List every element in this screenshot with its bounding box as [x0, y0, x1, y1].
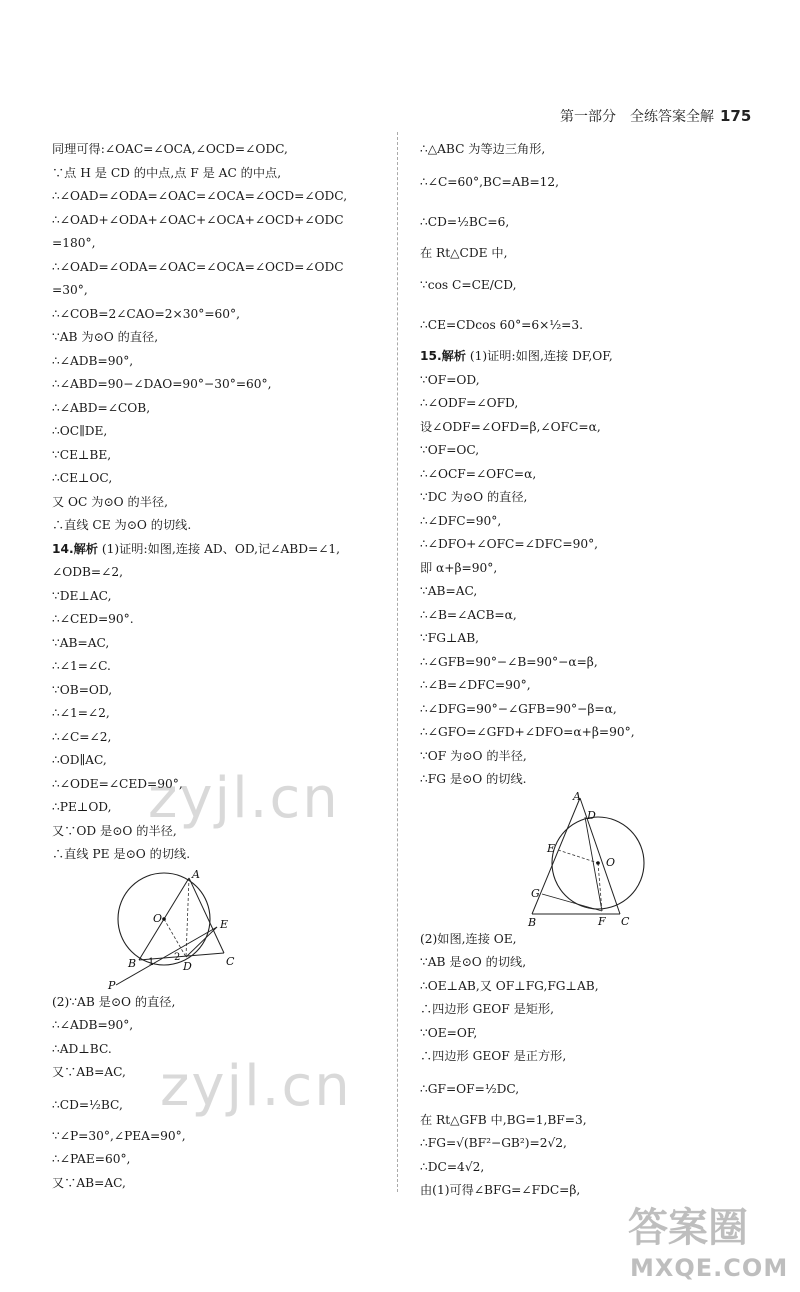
label-a: A	[192, 867, 200, 881]
label-d: D	[587, 808, 596, 822]
text-line: =30°,	[52, 283, 88, 297]
text-line: (2)如图,连接 OE,	[420, 931, 517, 946]
label-o: O	[606, 855, 616, 869]
text-line: ∴∠ADB=90°,	[52, 353, 134, 368]
text-line: ∴∠DFO+∠OFC=∠DFC=90°,	[420, 537, 599, 551]
text-line: ∴OD∥AC,	[52, 753, 107, 767]
right-solution-15-part1	[420, 369, 750, 792]
text-line: ∴∠OCF=∠OFC=α,	[420, 466, 537, 481]
text-line: ∴∠CED=90°.	[52, 612, 134, 626]
text-line: ∴OC∥DE,	[52, 424, 108, 438]
left-solution-13-end	[52, 138, 387, 538]
text-line: ∠ODB=∠2,	[52, 565, 123, 579]
text-line: 同理可得:∠OAC=∠OCA,∠OCD=∠ODC,	[52, 142, 288, 156]
text-line: ∴∠C=60°,BC=AB=12,	[420, 174, 560, 189]
text-line: 在 Rt△CDE 中,	[420, 245, 508, 260]
text-line: ∵cos C=CE/CD,	[420, 278, 517, 292]
text-line: ∴∠PAE=60°,	[52, 1152, 131, 1166]
text-line: ∴FG=√(BF²−GB²)=2√2,	[420, 1136, 567, 1150]
question-15-label: 15.解析	[420, 349, 466, 363]
figure-14-diagram	[52, 867, 252, 991]
label-d: D	[183, 959, 192, 973]
text-line: ∵点 H 是 CD 的中点,点 F 是 AC 的中点,	[52, 165, 282, 180]
figure-15	[420, 792, 750, 928]
text-line: (2)∵AB 是⊙O 的直径,	[52, 994, 176, 1009]
line-pe	[116, 927, 217, 985]
label-2: 2	[174, 951, 181, 963]
text-line: ∴∠COB=2∠CAO=2×30°=60°,	[52, 306, 241, 321]
page-header	[560, 106, 751, 126]
question-15-intro: (1)证明:如图,连接 DF,OF,	[469, 349, 613, 363]
text-line: ∴∠ODF=∠OFD,	[420, 396, 519, 410]
text-line: ∵OF=OC,	[420, 443, 480, 457]
point-o	[162, 917, 166, 921]
right-solution-14-end	[420, 138, 750, 345]
text-line: ∴∠ODE=∠CED=90°,	[52, 776, 183, 791]
text-line: ∴∠GFB=90°−∠B=90°−α=β,	[420, 654, 598, 669]
question-15-first-line	[420, 345, 750, 369]
text-line: ∴∠1=∠2,	[52, 706, 110, 720]
text-line: ∵DE⊥AC,	[52, 588, 112, 603]
column-divider	[397, 132, 398, 1192]
text-line: 在 Rt△GFB 中,BG=1,BF=3,	[420, 1112, 587, 1127]
line-fg	[542, 894, 602, 911]
text-line: ∴CE⊥OC,	[52, 471, 113, 485]
text-line: ∴DC=4√2,	[420, 1159, 485, 1174]
text-line: ∴直线 CE 为⊙O 的切线.	[52, 518, 192, 532]
text-line: ∴∠B=∠ACB=α,	[420, 607, 517, 622]
text-line: ∵CE⊥BE,	[52, 447, 112, 462]
text-line: ∴∠ADB=90°,	[52, 1018, 134, 1032]
question-14-label: 14.解析	[52, 541, 98, 556]
label-e: E	[547, 841, 556, 855]
text-line: ∵DC 为⊙O 的直径,	[420, 490, 528, 504]
text-line: ∵AB 是⊙O 的切线,	[420, 955, 527, 969]
text-line: ∵AB 为⊙O 的直径,	[52, 330, 159, 344]
text-line: ∴∠ABD=∠COB,	[52, 400, 151, 415]
text-line: ∴∠OAD+∠ODA+∠OAC+∠OCA+∠OCD+∠ODC	[52, 212, 344, 227]
text-line: 又 OC 为⊙O 的半径,	[52, 494, 168, 509]
text-line: ∵OB=OD,	[52, 682, 113, 697]
text-line: ∴△ABC 为等边三角形,	[420, 142, 546, 156]
label-f: F	[598, 914, 606, 928]
line-of	[598, 863, 602, 911]
label-a: A	[573, 791, 581, 803]
label-p: P	[108, 978, 116, 991]
text-line: ∴PE⊥OD,	[52, 800, 112, 814]
text-line: ∵AB=AC,	[420, 584, 478, 598]
question-14-first-line	[52, 538, 387, 562]
text-line: ∵OE=OF,	[420, 1025, 478, 1040]
text-line: ∴∠B=∠DFC=90°,	[420, 678, 531, 692]
label-c: C	[621, 914, 630, 928]
text-line: ∵OF=OD,	[420, 372, 480, 387]
text-line: ∴∠DFG=90°−∠GFB=90°−β=α,	[420, 701, 617, 716]
label-c: C	[226, 954, 235, 968]
text-line: ∴∠C=∠2,	[52, 729, 112, 744]
watermark-logo: 答案圈	[628, 1205, 748, 1251]
watermark-site: MXQE.COM	[630, 1254, 789, 1282]
text-line: 设∠ODF=∠OFD=β,∠OFC=α,	[420, 419, 601, 434]
left-column	[52, 138, 387, 1195]
text-line: ∴CD=½BC=6,	[420, 214, 510, 229]
point-o	[596, 861, 600, 865]
text-line: ∵∠P=30°,∠PEA=90°,	[52, 1128, 186, 1143]
label-b: B	[528, 915, 537, 928]
section-title: 第一部分 全练答案全解	[560, 109, 714, 125]
figure-14	[52, 867, 387, 991]
text-line: ∴FG 是⊙O 的切线.	[420, 772, 527, 786]
right-solution-15-part2	[420, 928, 750, 1203]
text-line: 又∵AB=AC,	[52, 1175, 126, 1190]
text-line: ∴∠OAD=∠ODA=∠OAC=∠OCA=∠OCD=∠ODC	[52, 259, 344, 274]
text-line: ∵AB=AC,	[52, 635, 110, 650]
text-line: ∵OF 为⊙O 的半径,	[420, 748, 527, 763]
text-line: ∵FG⊥AB,	[420, 631, 480, 645]
text-line: 又∵AB=AC,	[52, 1065, 126, 1079]
watermark-text: zyjl.cn	[160, 1054, 352, 1119]
line-ac	[189, 878, 224, 953]
text-line: ∴∠ABD=90−∠DAO=90°−30°=60°,	[52, 377, 272, 391]
label-e: E	[220, 917, 229, 931]
text-line: ∴∠OAD=∠ODA=∠OAC=∠OCA=∠OCD=∠ODC,	[52, 189, 348, 203]
line-ad	[186, 878, 189, 957]
text-line: ∴直线 PE 是⊙O 的切线.	[52, 847, 191, 861]
page-number: 175	[720, 107, 752, 125]
question-14-intro: (1)证明:如图,连接 AD、OD,记∠ABD=∠1,	[101, 541, 341, 556]
text-line: ∴四边形 GEOF 是矩形,	[420, 1002, 555, 1016]
label-b: B	[128, 956, 137, 970]
text-line: ∴OE⊥AB,又 OF⊥FG,FG⊥AB,	[420, 978, 599, 993]
text-line: ∴GF=OF=½DC,	[420, 1081, 520, 1096]
text-line: 又∵OD 是⊙O 的半径,	[52, 823, 177, 838]
text-line: ∴四边形 GEOF 是正方形,	[420, 1049, 567, 1063]
text-line: ∴∠1=∠C.	[52, 659, 111, 673]
text-line: ∴CD=½BC,	[52, 1097, 123, 1112]
watermark-text: zyjl.cn	[148, 766, 340, 831]
text-line: ∴CE=CDcos 60°=6×½=3.	[420, 318, 584, 332]
text-line: 即 α+β=90°,	[420, 560, 498, 575]
right-column	[420, 138, 750, 1203]
figure-15-diagram	[420, 792, 660, 928]
text-line: =180°,	[52, 236, 96, 250]
text-line: ∴AD⊥BC.	[52, 1041, 112, 1056]
text-line: 由(1)可得∠BFG=∠FDC=β,	[420, 1183, 581, 1197]
label-1: 1	[148, 956, 155, 968]
text-line: ∴∠GFO=∠GFD+∠DFO=α+β=90°,	[420, 725, 635, 739]
text-line: ∴∠DFC=90°,	[420, 513, 502, 528]
label-g: G	[531, 886, 540, 900]
label-o: O	[153, 911, 163, 925]
